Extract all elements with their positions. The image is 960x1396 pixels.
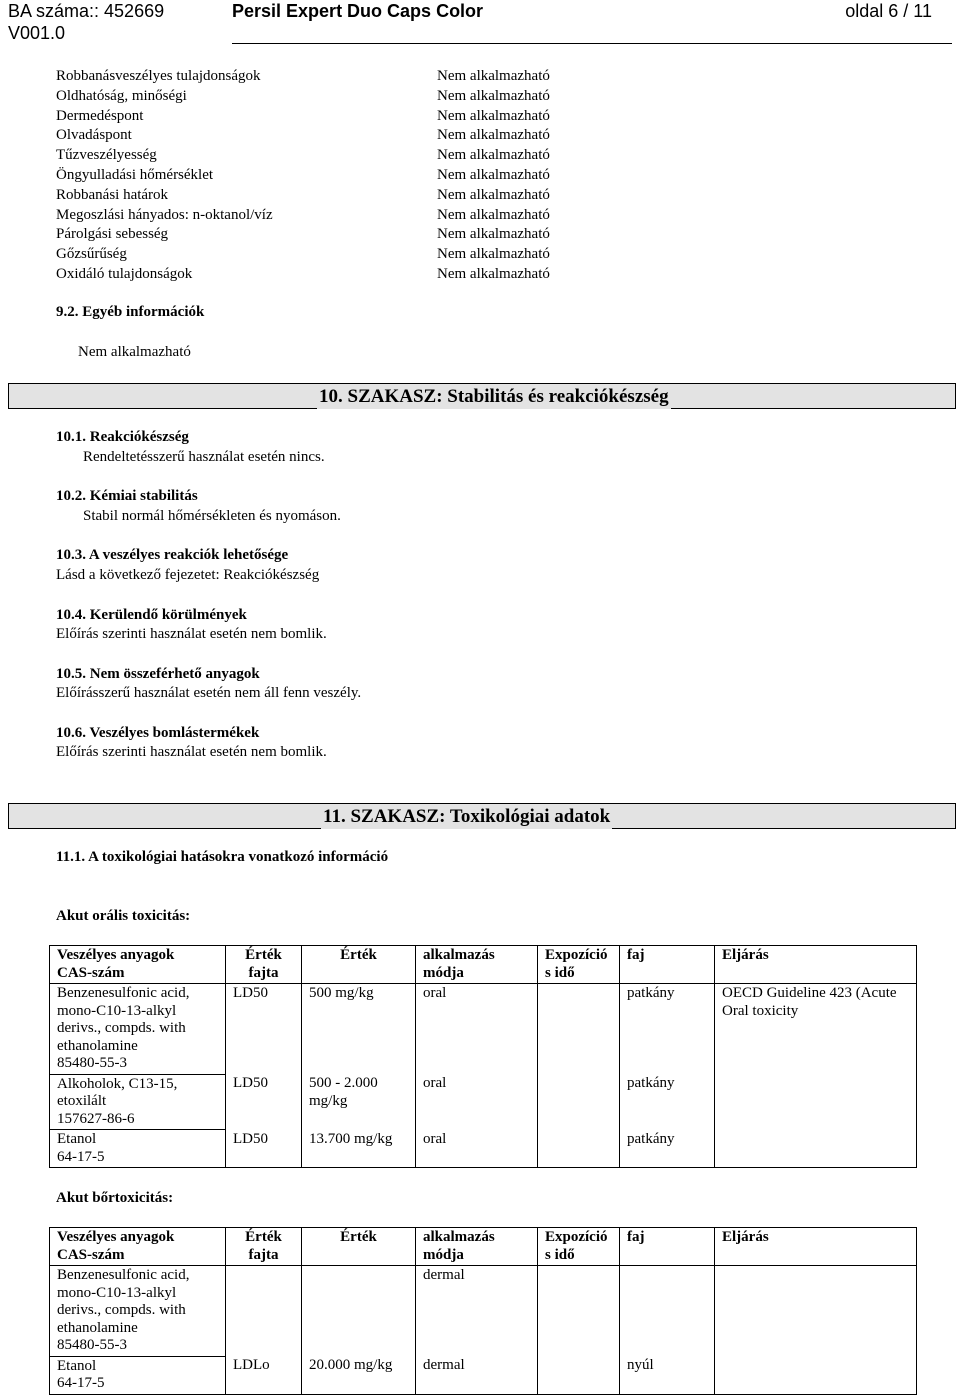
substance-cell (50, 1074, 226, 1130)
property-list (56, 67, 550, 285)
substance-line: 64-17-5 (57, 1375, 105, 1391)
s10-4-heading: 10.4. Kerülendő körülmények (56, 607, 247, 623)
value-type-cell (226, 1266, 302, 1357)
substance-cell (50, 1266, 226, 1357)
property-value: Nem alkalmazható (437, 166, 550, 183)
value-type-cell: LD50 (226, 1130, 302, 1168)
header-value-type: Érték fajta (226, 946, 302, 984)
header-exposure: Expozíció s idő (538, 1228, 620, 1266)
property-row (56, 166, 550, 186)
property-name: Robbanásveszélyes tulajdonságok (56, 68, 261, 84)
property-name: Robbanási határok (56, 186, 169, 203)
table-row (50, 1266, 917, 1357)
page-number: oldal 6 / 11 (845, 1, 932, 21)
property-name: Párolgási sebesség (56, 226, 169, 243)
substance-cell (50, 984, 226, 1075)
header-substance: Veszélyes anyagok CAS-szám (50, 946, 226, 984)
header-species: faj (620, 946, 715, 984)
header-route: alkalmazás módja (416, 946, 538, 984)
doc-version: V001.0 (8, 23, 66, 43)
property-name: Oxidáló tulajdonságok (56, 265, 193, 282)
substance-line: mono-C10-13-alkyl (57, 1002, 177, 1019)
property-row (56, 265, 550, 285)
header-value: Érték (302, 1228, 416, 1266)
header-value: Érték (302, 946, 416, 984)
table-header-row (50, 1228, 917, 1266)
exposure-cell (538, 1130, 620, 1168)
substance-line: Benzenesulfonic acid, (57, 985, 190, 1001)
section-9-2-heading: 9.2. Egyéb információk (56, 304, 205, 320)
s10-1-heading: 10.1. Reakciókészség (56, 429, 189, 445)
value-cell: 20.000 mg/kg (302, 1356, 416, 1394)
method-cell (715, 1356, 917, 1394)
header-method: Eljárás (715, 1228, 917, 1266)
s10-4-text: Előírás szerinti használat esetén nem bomlik. (56, 626, 327, 642)
property-name: Olvadáspont (56, 127, 132, 144)
property-name: Gőzsűrűség (56, 246, 127, 263)
substance-cell (50, 1130, 226, 1168)
value-cell: 13.700 mg/kg (302, 1130, 416, 1168)
property-value: Nem alkalmazható (437, 206, 550, 223)
species-cell: nyúl (620, 1356, 715, 1394)
substance-line: 157627-86-6 (57, 1110, 135, 1127)
property-name: Dermedéspont (56, 107, 144, 124)
s10-6-text: Előírás szerinti használat esetén nem bomlik. (56, 744, 327, 760)
table-row (50, 1074, 917, 1130)
doc-number: BA száma:: 452669 (8, 1, 165, 21)
property-name: Oldhatóság, minőségi (56, 87, 187, 104)
s10-5-heading: 10.5. Nem összeférhető anyagok (56, 666, 260, 682)
acute-oral-title: Akut orális toxicitás: (56, 908, 191, 924)
property-row (56, 146, 550, 166)
substance-line: Alkoholok, C13-15, (57, 1075, 178, 1092)
property-row (56, 87, 550, 107)
property-name: Öngyulladási hőmérséklet (56, 166, 214, 183)
s10-3-heading: 10.3. A veszélyes reakciók lehetősége (56, 547, 289, 563)
property-value: Nem alkalmazható (437, 226, 550, 243)
exposure-cell (538, 984, 620, 1075)
value-type-cell: LD50 (226, 1074, 302, 1130)
species-cell: patkány (620, 1130, 715, 1168)
section-10-title: 10. SZAKASZ: Stabilitás és reakciókészség (319, 386, 669, 407)
substance-line: 64-17-5 (57, 1148, 105, 1165)
method-cell: OECD Guideline 423 (Acute Oral toxicity (715, 984, 917, 1075)
substance-line: Etanol (57, 1357, 97, 1374)
property-value: Nem alkalmazható (437, 186, 550, 203)
document-number (8, 0, 164, 44)
section-9-2-text: Nem alkalmazható (78, 344, 191, 360)
exposure-cell (538, 1356, 620, 1394)
property-row (56, 107, 550, 127)
acute-dermal-title: Akut bőrtoxicitás: (56, 1190, 174, 1206)
property-row (56, 67, 550, 87)
s10-2-heading: 10.2. Kémiai stabilitás (56, 488, 198, 504)
property-row (56, 206, 550, 226)
substance-line: ethanolamine (57, 1037, 138, 1054)
header-divider (232, 43, 952, 44)
value-type-cell: LD50 (226, 984, 302, 1075)
value-cell: 500 mg/kg (302, 984, 416, 1075)
header-value-type: Érték fajta (226, 1228, 302, 1266)
route-cell: oral (416, 984, 538, 1075)
property-row (56, 245, 550, 265)
value-cell (302, 1266, 416, 1357)
exposure-cell (538, 1266, 620, 1357)
method-cell (715, 1130, 917, 1168)
header-exposure: Expozíció s idő (538, 946, 620, 984)
property-value: Nem alkalmazható (437, 246, 550, 263)
substance-line: Etanol (57, 1131, 97, 1147)
property-value: Nem alkalmazható (437, 87, 550, 104)
value-cell: 500 - 2.000 mg/kg (302, 1074, 416, 1130)
section-11-title: 11. SZAKASZ: Toxikológiai adatok (323, 806, 611, 827)
property-name: Megoszlási hányados: n-oktanol/víz (56, 206, 273, 223)
product-title: Persil Expert Duo Caps Color (232, 1, 484, 21)
method-cell (715, 1074, 917, 1130)
exposure-cell (538, 1074, 620, 1130)
header-species: faj (620, 1228, 715, 1266)
property-value: Nem alkalmazható (437, 147, 550, 164)
species-cell: patkány (620, 1074, 715, 1130)
header-route: alkalmazás módja (416, 1228, 538, 1266)
species-cell (620, 1266, 715, 1357)
route-cell: dermal (416, 1356, 538, 1394)
s10-2-text: Stabil normál hőmérsékleten és nyomáson. (83, 508, 341, 524)
property-name: Tűzveszélyesség (56, 147, 157, 164)
header-substance: Veszélyes anyagok CAS-szám (50, 1228, 226, 1266)
property-row (56, 186, 550, 206)
substance-line: etoxilált (57, 1093, 107, 1109)
s10-6-heading: 10.6. Veszélyes bomlástermékek (56, 725, 260, 741)
route-cell: dermal (416, 1266, 538, 1357)
value-type-cell: LDLo (226, 1356, 302, 1394)
property-value: Nem alkalmazható (437, 68, 550, 84)
s10-5-text: Előírásszerű használat esetén nem áll fenn veszély. (56, 685, 362, 701)
species-cell: patkány (620, 984, 715, 1075)
substance-line: 85480-55-3 (57, 1055, 127, 1071)
header-method: Eljárás (715, 946, 917, 984)
substance-line: derivs., compds. with (57, 1302, 186, 1318)
table-row (50, 984, 917, 1075)
property-row (56, 225, 550, 245)
substance-line: mono-C10-13-alkyl (57, 1284, 177, 1301)
s10-3-text: Lásd a következő fejezetet: Reakciókészség (56, 567, 320, 583)
method-cell (715, 1266, 917, 1357)
substance-line: ethanolamine (57, 1319, 138, 1336)
route-cell: oral (416, 1074, 538, 1130)
substance-line: 85480-55-3 (57, 1337, 127, 1353)
substance-line: derivs., compds. with (57, 1020, 186, 1036)
acute-dermal-table (49, 1227, 917, 1395)
substance-line: Benzenesulfonic acid, (57, 1267, 190, 1283)
table-row (50, 1356, 917, 1394)
property-row (56, 126, 550, 146)
acute-oral-table (49, 945, 917, 1168)
table-header-row (50, 946, 917, 984)
property-value: Nem alkalmazható (437, 127, 550, 144)
s10-1-text: Rendeltetésszerű használat esetén nincs. (83, 449, 325, 465)
table-row (50, 1130, 917, 1168)
route-cell: oral (416, 1130, 538, 1168)
substance-cell (50, 1356, 226, 1394)
s11-1-heading: 11.1. A toxikológiai hatásokra vonatkozó információ (56, 849, 389, 865)
property-value: Nem alkalmazható (437, 107, 550, 124)
property-value: Nem alkalmazható (437, 265, 550, 282)
